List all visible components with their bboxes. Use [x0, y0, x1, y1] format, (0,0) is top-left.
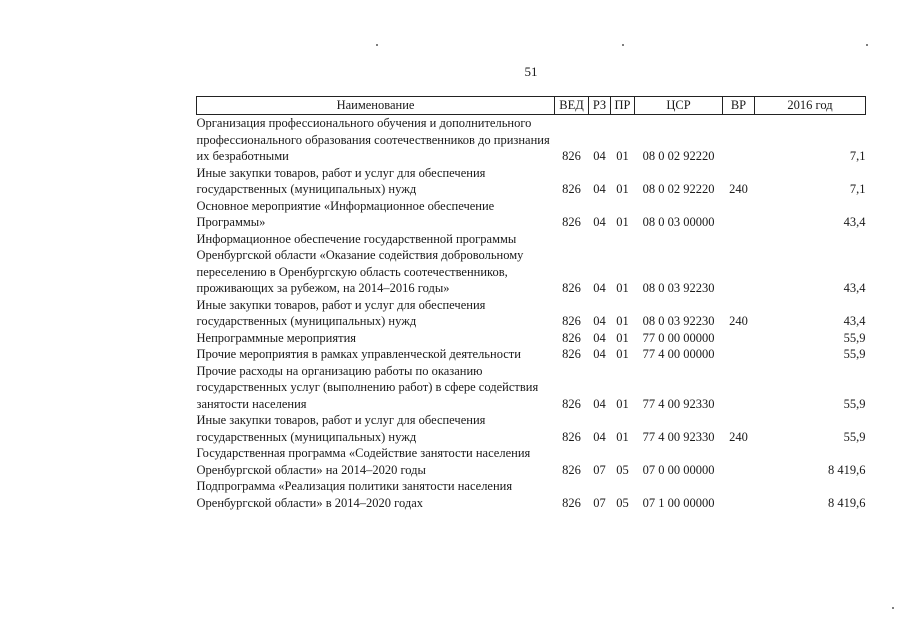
row-ved: 826: [562, 215, 581, 229]
row-value: 8 419,6: [828, 495, 866, 510]
row-vr: [723, 198, 755, 231]
row-ved: 826: [562, 462, 581, 477]
row-value: 55,9: [843, 429, 866, 444]
row-csr: 08 0 03 92230: [642, 314, 715, 328]
table-header-row: [197, 97, 866, 115]
row-name: Информационное обеспечение государственной программы Оренбургской области «Оказание содействия добровольному переселению в Оренбургскую область соотечественников, проживающих за рубежом, на 2014–2016 годы»: [196, 231, 524, 295]
row-value: 7,1: [849, 182, 866, 196]
row-rz: 04: [593, 330, 606, 345]
table-row: [197, 198, 866, 231]
row-value: 43,4: [843, 314, 866, 328]
row-csr: 77 4 00 00000: [642, 347, 715, 361]
row-csr: 07 0 00 00000: [642, 462, 715, 477]
row-vr: [723, 346, 755, 363]
row-vr: [723, 363, 755, 413]
scan-speck: [866, 44, 868, 46]
table-row: [197, 297, 866, 330]
row-value: 7,1: [849, 149, 866, 163]
row-rz: 07: [593, 462, 606, 477]
row-value: 55,9: [843, 347, 866, 361]
row-name: Подпрограмма «Реализация политики занятости населения Оренбургской области» в 2014–2020 годах: [196, 479, 513, 510]
row-vr: [723, 115, 755, 165]
row-csr: 07 1 00 00000: [642, 495, 715, 510]
row-name: Непрограммные мероприятия: [196, 330, 357, 345]
scan-speck: [892, 607, 894, 609]
row-pr: 01: [616, 347, 629, 361]
row-vr: [723, 445, 755, 478]
table-row: [197, 115, 866, 165]
header-vr: ВР: [723, 97, 755, 115]
table-row: [197, 478, 866, 511]
row-rz: 04: [593, 182, 606, 196]
row-rz: 07: [593, 495, 606, 510]
table-row: [197, 330, 866, 347]
row-name: Иные закупки товаров, работ и услуг для обеспечения государственных (муниципальных) нужд: [196, 297, 486, 328]
row-rz: 04: [593, 396, 606, 411]
row-ved: 826: [562, 495, 581, 510]
row-ved: 826: [562, 314, 581, 328]
row-pr: 01: [616, 149, 629, 163]
page-number: 51: [524, 64, 538, 79]
table-row: [197, 165, 866, 198]
row-csr: 77 4 00 92330: [642, 396, 715, 411]
row-value: 55,9: [843, 396, 866, 411]
row-rz: 04: [593, 281, 606, 295]
header-pr: ПР: [611, 97, 635, 115]
table-row: [197, 363, 866, 413]
row-rz: 04: [593, 314, 606, 328]
row-pr: 01: [616, 396, 629, 411]
scan-speck: [376, 44, 378, 46]
table-row: [197, 412, 866, 445]
row-ved: 826: [562, 182, 581, 196]
row-pr: 05: [616, 462, 629, 477]
header-name: Наименование: [197, 97, 555, 115]
row-pr: 01: [616, 429, 629, 444]
row-ved: 826: [562, 429, 581, 444]
row-pr: 01: [616, 182, 629, 196]
row-pr: 01: [616, 330, 629, 345]
row-vr: [723, 478, 755, 511]
row-rz: 04: [593, 429, 606, 444]
row-csr: 77 0 00 00000: [642, 330, 715, 345]
row-vr: 240: [729, 314, 748, 328]
row-name: Основное мероприятие «Информационное обеспечение Программы»: [196, 198, 495, 229]
row-csr: 08 0 03 92230: [642, 281, 715, 295]
row-ved: 826: [562, 396, 581, 411]
table-row: [197, 445, 866, 478]
row-pr: 05: [616, 495, 629, 510]
header-csr: ЦСР: [635, 97, 723, 115]
row-value: 43,4: [843, 281, 866, 295]
row-pr: 01: [616, 314, 629, 328]
row-vr: 240: [729, 182, 748, 196]
row-csr: 08 0 02 92220: [642, 149, 715, 163]
row-vr: 240: [729, 429, 748, 444]
header-ved: ВЕД: [555, 97, 589, 115]
row-ved: 826: [562, 347, 581, 361]
scan-speck: [622, 44, 624, 46]
table-row: [197, 346, 866, 363]
table-row: [197, 231, 866, 297]
row-name: Иные закупки товаров, работ и услуг для обеспечения государственных (муниципальных) нужд: [196, 413, 486, 444]
row-csr: 08 0 03 00000: [642, 215, 715, 229]
row-pr: 01: [616, 281, 629, 295]
row-ved: 826: [562, 281, 581, 295]
row-name: Государственная программа «Содействие занятости населения Оренбургской области» на 2014–2020 годы: [196, 446, 531, 477]
row-vr: [723, 330, 755, 347]
row-pr: 01: [616, 215, 629, 229]
row-ved: 826: [562, 149, 581, 163]
row-vr: [723, 231, 755, 297]
row-value: 55,9: [843, 330, 866, 345]
row-rz: 04: [593, 215, 606, 229]
row-name: Прочие мероприятия в рамках управленческой деятельности: [196, 347, 521, 361]
row-ved: 826: [562, 330, 581, 345]
row-value: 8 419,6: [828, 462, 866, 477]
row-rz: 04: [593, 149, 606, 163]
row-name: Иные закупки товаров, работ и услуг для обеспечения государственных (муниципальных) нужд: [196, 165, 486, 196]
row-csr: 08 0 02 92220: [642, 182, 715, 196]
budget-table: [196, 96, 866, 511]
row-value: 43,4: [843, 215, 866, 229]
header-year: 2016 год: [755, 97, 866, 115]
header-rz: РЗ: [589, 97, 611, 115]
row-rz: 04: [593, 347, 606, 361]
row-name: Прочие расходы на организацию работы по оказанию государственных услуг (выполнению работ) в сфере содействия занятости населения: [196, 363, 539, 411]
row-name: Организация профессионального обучения и дополнительного профессионального образования соотечественников до признания их безработными: [196, 116, 550, 163]
row-csr: 77 4 00 92330: [642, 429, 715, 444]
